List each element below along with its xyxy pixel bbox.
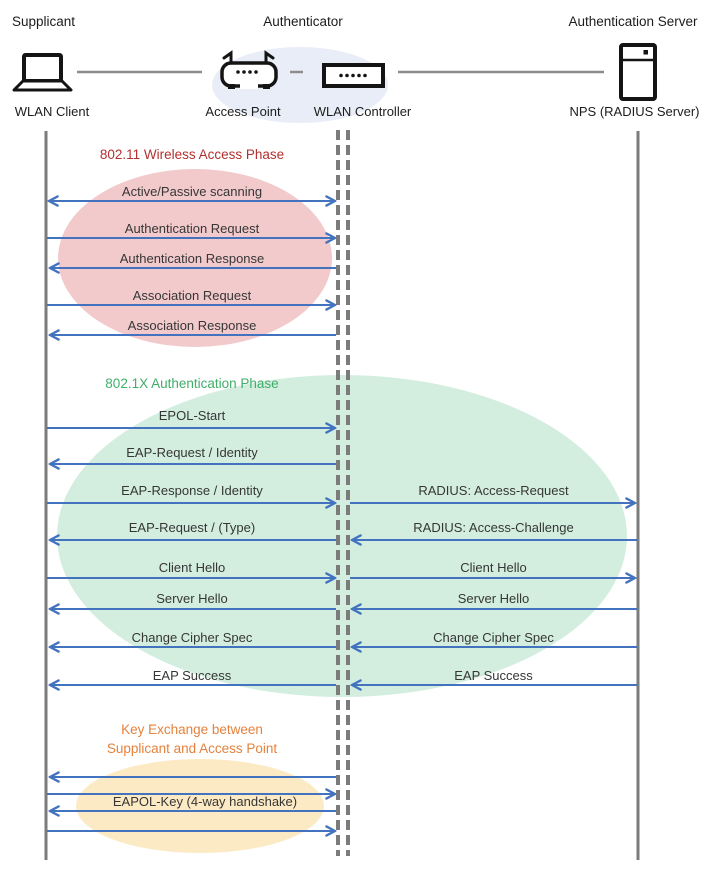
message-label-eap-request-type: EAP-Request / (Type) (128, 520, 256, 535)
message-label-authentication-request: Authentication Request (124, 221, 260, 236)
message-label-authentication-response: Authentication Response (119, 251, 265, 266)
role-supplicant: Supplicant (12, 14, 76, 29)
message-label-association-request: Association Request (132, 288, 252, 303)
message-label-server-hello-left: Server Hello (156, 591, 228, 606)
message-label-change-cipher-spec-left: Change Cipher Spec (131, 630, 253, 645)
device-label-access-point: Access Point (205, 104, 281, 119)
phase3-title-line1: Key Exchange between (121, 722, 263, 737)
role-authentication-server: Authentication Server (568, 14, 698, 29)
message-label-eap-response-identity: EAP-Response / Identity (121, 483, 263, 498)
message-label-client-hello-left: Client Hello (158, 560, 226, 575)
message-label-eapol-key: EAPOL-Key (4-way handshake) (112, 794, 298, 809)
role-authenticator: Authenticator (263, 14, 343, 29)
message-label-eap-success-left: EAP Success (152, 668, 232, 683)
message-label-active-passive-scanning: Active/Passive scanning (121, 184, 263, 199)
device-label-nps-radius-server: NPS (RADIUS Server) (569, 104, 700, 119)
phase3-title-line2: Supplicant and Access Point (106, 741, 278, 756)
message-label-server-hello-right: Server Hello (457, 591, 530, 606)
phase2-ellipse (57, 375, 627, 697)
phase1-title: 802.11 Wireless Access Phase (99, 147, 285, 162)
server-icon (621, 45, 655, 99)
laptop-icon (14, 55, 71, 90)
device-label-wlan-controller: WLAN Controller (313, 104, 412, 119)
message-label-radius-access-request: RADIUS: Access-Request (418, 483, 569, 498)
message-label-epol-start: EPOL-Start (158, 408, 226, 423)
message-label-association-response: Association Response (127, 318, 257, 333)
message-label-radius-access-challenge: RADIUS: Access-Challenge (413, 520, 574, 535)
message-label-change-cipher-spec-right: Change Cipher Spec (433, 630, 554, 645)
wlan-controller-icon (324, 65, 383, 86)
device-label-wlan-client: WLAN Client (14, 104, 90, 119)
message-label-client-hello-right: Client Hello (460, 560, 527, 575)
message-label-eap-success-right: EAP Success (454, 668, 533, 683)
phase2-title: 802.1X Authentication Phase (105, 376, 279, 391)
message-label-eap-request-identity: EAP-Request / Identity (126, 445, 258, 460)
